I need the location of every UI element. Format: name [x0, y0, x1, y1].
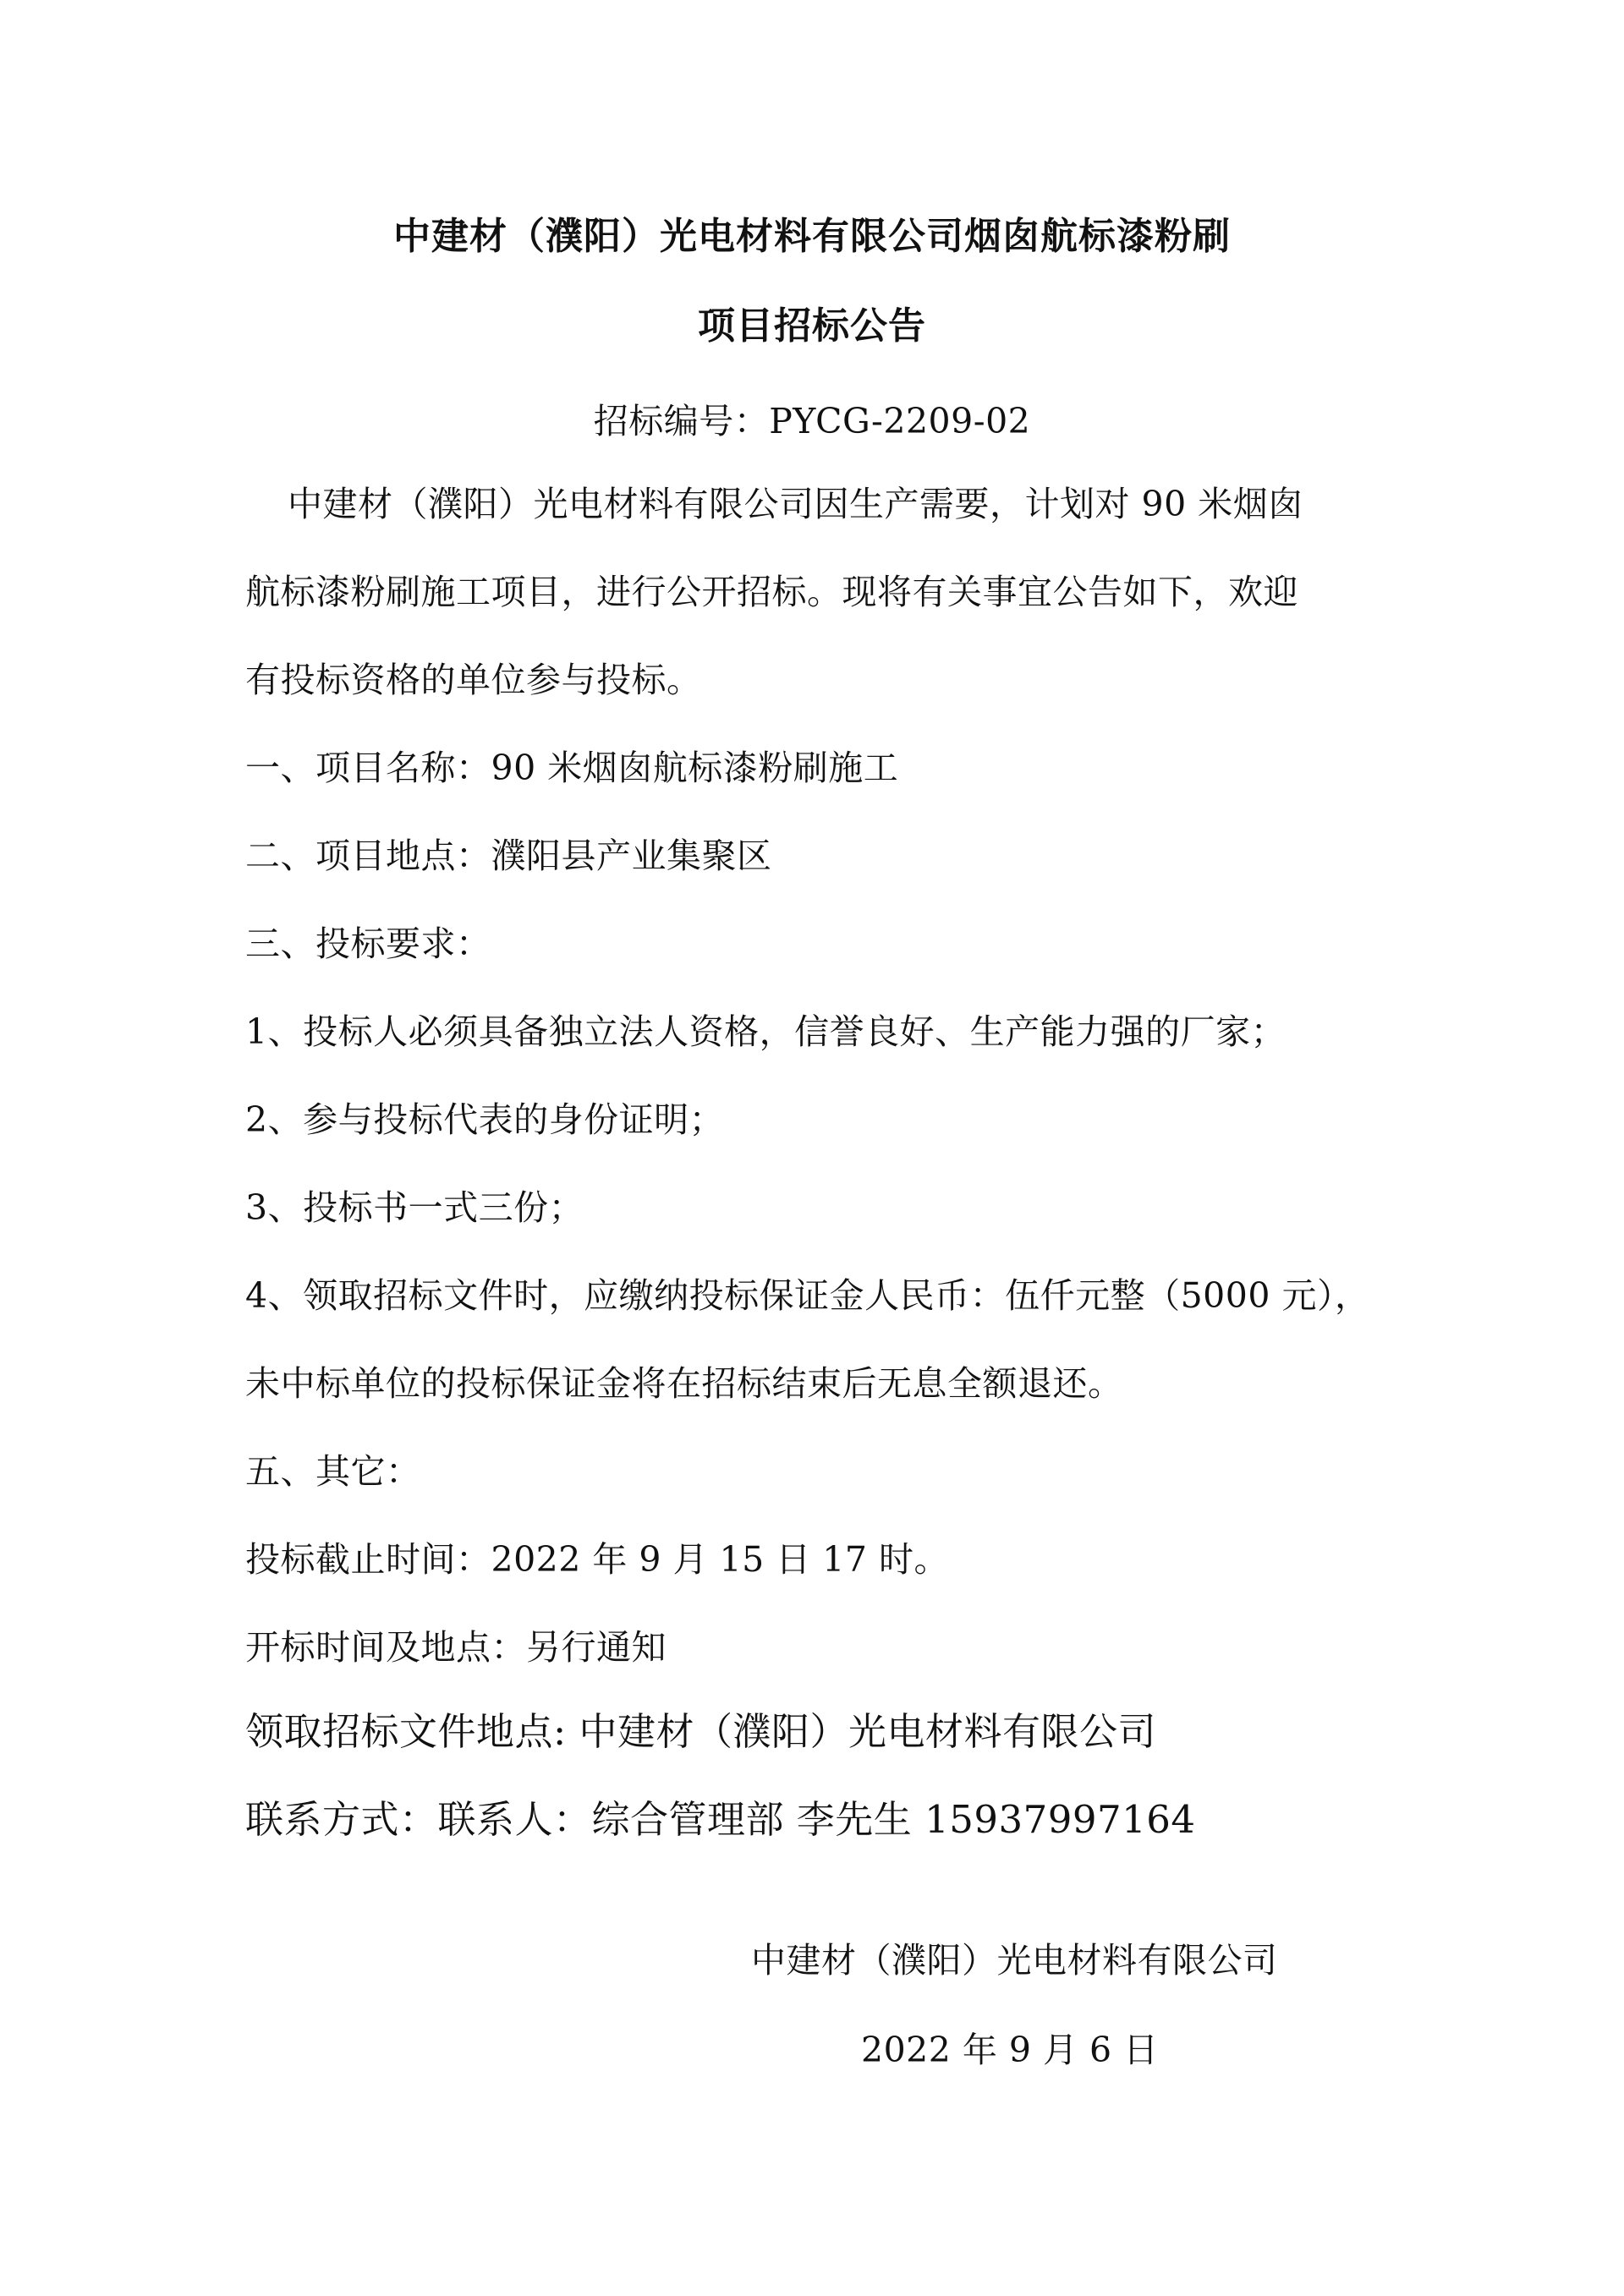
project-location: 二、项目地点：濮阳县产业集聚区 [245, 836, 772, 876]
requirement-item: 未中标单位的投标保证金将在招标结束后无息全额退还。 [245, 1363, 1123, 1404]
requirement-item: 1、投标人必须具备独立法人资格，信誉良好、生产能力强的厂家； [245, 1011, 1287, 1052]
contact-info: 联系方式：联系人：综合管理部 李先生 15937997164 [245, 1797, 1196, 1842]
requirement-item: 3、投标书一式三份； [245, 1187, 584, 1228]
bid-number: 招标编号：PYCG-2209-02 [593, 401, 1031, 441]
bid-opening: 开标时间及地点：另行通知 [245, 1627, 667, 1668]
project-name: 一、项目名称：90 米烟囱航标漆粉刷施工 [245, 748, 899, 788]
bid-deadline: 投标截止时间：2022 年 9 月 15 日 17 时。 [245, 1539, 949, 1580]
intro-line: 中建材（濮阳）光电材料有限公司因生产需要，计划对 90 米烟囱 [288, 484, 1303, 524]
intro-line: 航标漆粉刷施工项目，进行公开招标。现将有关事宜公告如下，欢迎 [245, 572, 1298, 612]
document-pickup-location: 领取招标文件地点: 中建材（濮阳）光电材料有限公司 [245, 1709, 1156, 1754]
document-subtitle: 项目招标公告 [698, 304, 926, 348]
document-title: 中建材（濮阳）光电材料有限公司烟囱航标漆粉刷 [393, 215, 1231, 258]
requirement-item: 2、参与投标代表的身份证明； [245, 1099, 725, 1140]
signature-company: 中建材（濮阳）光电材料有限公司 [751, 1940, 1278, 1981]
intro-line: 有投标资格的单位参与投标。 [245, 660, 702, 700]
requirement-item: 4、领取招标文件时，应缴纳投标保证金人民币：伍仟元整（5000 元）， [245, 1275, 1370, 1316]
requirements-heading: 三、投标要求： [245, 923, 491, 964]
other-heading: 五、其它： [245, 1451, 421, 1492]
signature-date: 2022 年 9 月 6 日 [861, 2030, 1159, 2070]
